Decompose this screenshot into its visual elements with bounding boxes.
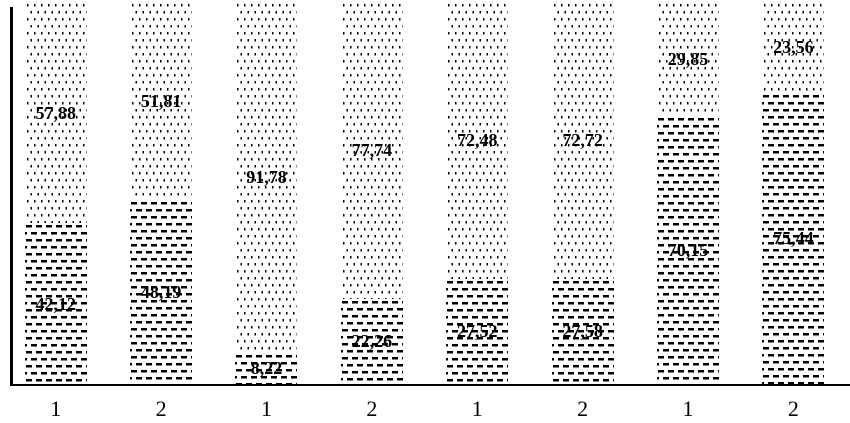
bar xyxy=(130,2,192,384)
bar-segment-dotted xyxy=(657,2,719,116)
segment-value-label: 29,85 xyxy=(667,49,709,70)
segment-value-label: 27,52 xyxy=(456,321,498,342)
segment-value-label: 91,78 xyxy=(246,167,287,188)
segment-value-label: 77,74 xyxy=(351,140,393,161)
segment-value-label: 57,88 xyxy=(35,102,76,123)
bar-segment-dotted xyxy=(235,2,297,353)
category-label: 2 xyxy=(787,396,799,421)
bar xyxy=(235,2,297,384)
segment-value-label: 22,26 xyxy=(351,331,393,352)
bar xyxy=(341,2,403,384)
bar-segment-dotted xyxy=(130,2,192,200)
category-label: 2 xyxy=(366,396,378,421)
category-label: 1 xyxy=(682,396,694,421)
bar-column xyxy=(214,2,319,384)
segment-value-label: 70,15 xyxy=(667,240,709,261)
bars xyxy=(3,2,846,384)
x-axis-line xyxy=(10,384,850,386)
segment-value-label: 51,81 xyxy=(140,90,182,111)
category-label: 1 xyxy=(50,396,62,421)
segment-value-label: 42,12 xyxy=(35,293,76,314)
bar-column xyxy=(108,2,213,384)
bar-segment-dotted xyxy=(552,2,614,279)
bar-column xyxy=(3,2,108,384)
bar-segment-dashed xyxy=(235,353,297,384)
category-label: 2 xyxy=(155,396,167,421)
bar-column xyxy=(635,2,740,384)
bar-segment-dashed xyxy=(657,116,719,384)
category-label: 2 xyxy=(577,396,589,421)
bar-segment-dashed xyxy=(25,223,87,384)
bar xyxy=(25,2,87,384)
bar-segment-dashed xyxy=(130,200,192,384)
bar-column xyxy=(425,2,530,384)
bar-segment-dotted xyxy=(25,2,87,223)
segment-value-label: 48,19 xyxy=(140,281,182,302)
bar xyxy=(446,2,508,384)
bar-column xyxy=(741,2,846,384)
bar xyxy=(552,2,614,384)
bar-column xyxy=(530,2,635,384)
segment-value-label: 75,44 xyxy=(773,228,814,249)
segment-value-label: 23,56 xyxy=(773,37,814,58)
segment-value-label: 8,22 xyxy=(250,358,283,379)
segment-value-label: 27,58 xyxy=(562,321,603,342)
bar-segment-dashed xyxy=(446,279,508,384)
bar-segment-dotted xyxy=(446,2,508,279)
category-labels xyxy=(3,394,846,423)
category-label: 1 xyxy=(260,396,272,421)
bar xyxy=(762,2,824,384)
segment-value-label: 72,48 xyxy=(456,130,498,151)
bar-segment-dashed xyxy=(552,279,614,384)
bar-segment-dashed xyxy=(762,93,824,384)
segment-value-label: 72,72 xyxy=(562,130,603,151)
bar-segment-dotted xyxy=(341,2,403,299)
bar xyxy=(657,2,719,384)
bar-column xyxy=(319,2,424,384)
bar-segment-dotted xyxy=(762,2,824,93)
category-label: 1 xyxy=(471,396,483,421)
bar-segment-dashed xyxy=(341,299,403,384)
